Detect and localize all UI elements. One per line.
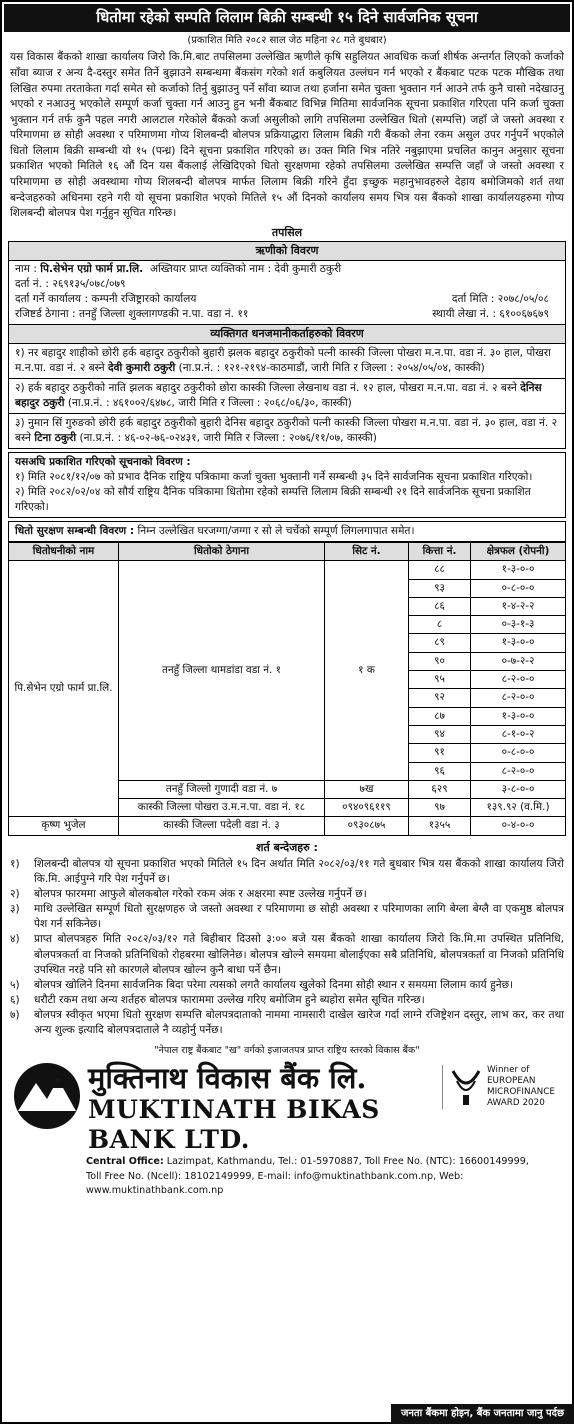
guarantor-item [9,344,565,379]
award-line: Winner of [487,1065,530,1076]
kitta-cell: ८६ [409,597,471,615]
prior-notices-section [8,452,566,518]
contact-line-2: Toll Free No. (Ncell): 18102149999, E-mail: info@muktinathbank.com.np, Web: www.muktinathbank.com.np [86,1170,464,1196]
col-owner: धितोधनीको नाम [9,542,119,560]
area-cell: ८-२-०-० [471,689,566,707]
tapsil-label: तपसिल [271,225,303,239]
kitta-cell: ९० [409,652,471,670]
guarantor-id: (ना.प्र.नं. : ४६१००२/६४७८, जारी मिति र जिल्ला : २०६८/०६/३०, कास्की) [67,396,352,409]
col-sheet: सिट नं. [325,542,409,560]
area-cell: ८-२-०-० [471,762,566,780]
condition-text: बोलपत्र स्वीकृत भएमा धितो सुरक्षण सम्पत्ति बोलपत्रदाताको नाममा नामसारी दाखेल खारेज गर्दा लाग्ने रजिष्ट्रेशन दस्तुर, लाभ कर, कर तथा अन्य शुल्क इत्यादि बोलपत्रदाताले नै व्यहोर्नु पर्नेछ। [34,1008,564,1036]
owner-cell: कृष्ण भुजेल [9,817,119,835]
intro-paragraph: यस विकास बैंकको शाखा कार्यालय जिरो कि.मि.बाट तपसिलमा उल्लेखित ऋणीले कृषि सहुलियत आवधिक कर्जा शीर्षक अन्तर्गत लिएको कर्जाको साँवा ब्याज र अन्य दै-दस्तुर समेत तिर्ने बुझाउने सम्बन्धमा बैंकसंग गरेको शर्त कबुलियत उल्लंघन गर्न भएको र बैंकबाट पटक पटक मौखिक तथा लिखित रुपमा तरताकेता गर्दा समेत सो कर्जाको तिर्नु बुझाउनु पर्ने साँवा ब्याज तथा हर्जाना समेत चुक्ता भुक्तान गर्न आउने तर्फ कुनै चासो नदेखाउनु भएको र नआउनु भएकोले सम्पूर्ण कर्जा चुक्ता गर्न आउनु हुन भनी बैंकबाट विभिन्न मितिमा सार्वजनिक सूचना प्रकाशित गरिएता पनि कर्जा चुक्ता भुक्तान गर्न तर्फ कुनै पहल नगरी आलटाल गरेकोले बैंकको कर्जा असुलीको लागि तपसिलमा उल्लेखित धितो (सम्पत्ति) जहाँ जे जस्तो अवस्था र परिमाणमा छ सोही अवस्था र परिमाणमा गोप्य शिलबन्दी बोलपत्र प्रक्रियाद्धारा लिलाम बिक्री गरी बैंकको लेना रकम असुल उपर गर्नुपर्ने भएकोले धितो लिलाम बिक्री सम्बन्धी यो १५ (पन्ध्र) दिने सूचना प्रकाशित गरिएको छ। उक्त मिति भित्र नतिरे नबुझाएमा प्रचलित कानुन अनुसार सूचना प्रकाशित भएको मितिले १६ औं दिन यस बैंकलाई लेखिदिएको धितो सुरक्षणमा रहेको तपसिलमा उल्लेखित सम्पत्ति जहाँ जे जस्तो अवस्था र परिमाणमा छ सोही अवस्थामा गोप्य शिलबन्दी बोलपत्र मार्फत लिलाम बिक्री गरिने हुँदा इच्छुक महानुभावहरुले देहाय बमोजिमको शर्त तथा बन्देजहरुको अधिनमा रहने गरी यो सूचना प्रकाशित भएको मितिले १५ औं दिनको कार्यालय समय भित्र यस बैंकको शाखा कार्यालयहरुमा गोप्य शिलबन्दी बोलपत्र पेश गर्नुहुन सूचित गरिन्छ। [10,51,564,220]
guarantor-desc: ३) नुमान सिं गुरुङको छोरी हर्क बहादुर ठकुरीको बुहारी देनिस बहादुर ठकुरीको पत्नी कास्की जिल्ला पोखरा म.न.पा. वडा नं. ३० हाल, वडा नं. २ बस्ने [15,416,558,444]
condition-text: प्राप्त बोलपत्रहरु मिति २०८२/०३/१२ गते बिहीबार दिउसो ३:०० बजे यस बैंकको शाखा कार्यालय जिरो कि.मि.मा उपस्थित प्रतिनिधि, बोलपत्रकर्ता वा निजको प्रतिनिधिको रोहबरमा खोलिनेछ। बोलपत्र खोल्ने समयमा बोलाईएका सबै प्रतिनिधि, बोलपत्रकर्ता वा निजको प्रतिनिधि उपस्थित नरहे पनि सो कारणले बोलपत्र खोल्न कुनै बाधा पर्ने छैन। [34,933,564,976]
condition-text: शिलबन्दी बोलपत्र यो सूचना प्रकाशित भएको मितिले १५ दिन अर्थात मिति २०८२/०३/११ गते बुधबार भित्र यस बैंकको शाखा कार्यालय जिरो कि.मि. आईपुग्ने गरि पेश गर्नुपर्ने छ। [34,858,564,886]
condition-number: १) [10,858,20,871]
guarantor-item [9,379,565,414]
sheet-cell: ०९३०८७५ [325,817,409,835]
borrower-heading: ऋणीको विवरण [9,242,565,261]
condition-text: धरौटी रकम तथा अन्य शर्तहरु बोलपत्र फाराममा उल्लेख गरिए बमोजिम हुने ब्यहोरा समेत सूचित गरिन्छ। [34,993,425,1006]
area-cell: १३९.९२ (व.मि.) [471,799,566,817]
borrower-name-label: नाम : [15,262,37,275]
kitta-cell: ८९ [409,634,471,652]
award-line: EUROPEAN [487,1076,536,1087]
borrower-reg-no: दर्ता नं. : २६९१३५/०७८/०७९ [15,277,126,290]
area-cell: ०-३-१-३ [471,616,566,634]
sheet-cell: ०९४०९६११९ [325,799,409,817]
borrower-name: पि.सेभेन एग्रो फार्म प्रा.लि. [40,262,144,275]
kitta-cell: ६२९ [409,780,471,798]
kitta-cell: ९३ [409,579,471,597]
kitta-cell: ९५ [409,671,471,689]
condition-number: ५) [10,978,20,991]
award-badge [442,1065,562,1109]
kitta-cell: ९४ [409,725,471,743]
prior-notice-item: २) मिति २०८२/०२/०४ को सौर्य राष्ट्रिय दैनिक पत्रिकामा धितोमा रहेको सम्पत्ति लिलाम बिक्री सम्बन्धी २१ दिने सार्वजनिक सूचना प्रकाशित गरिएको। [15,485,531,513]
kitta-cell: ८ [409,616,471,634]
address-cell: कास्की जिल्ला पदेली वडा नं. ३ [119,817,325,835]
condition-item [8,932,566,977]
bank-contact [8,1155,566,1198]
guarantor-name: देवी कुमारी ठकुरी [107,361,176,374]
table-row [9,561,566,579]
bank-slogan: जनता बैंकमा होइन, बैंक जनतामा जानु पर्दछ [391,1404,574,1424]
guarantor-desc: २) हर्क बहादुर ठकुरीको नाति झलक बहादुर ठकुरीको छोरा कास्की जिल्ला लेखनाथ वडा नं. १२ हाल, पोखरा म.न.पा. वडा नं. २ बस्ने [15,381,517,394]
kitta-cell: ९१ [409,744,471,762]
prior-notice-item: १) मिति २०८१/१२/०७ को प्रभाव दैनिक राष्ट्रिय पत्रिकामा कर्जा चुक्ता भुक्तानी गर्ने सम्बन्धी ३५ दिने सार्वजनिक सूचना प्रकाशित गरिएको। [15,470,533,483]
condition-item [8,993,566,1008]
kitta-cell: ९६ [409,762,471,780]
sheet-cell: ७ख [325,780,409,798]
central-office-label: Central Office: [86,1156,164,1168]
owner-cell: पि.सेभेन एग्रो फार्म प्रा.लि. [9,561,119,817]
area-cell: १-४-२-२ [471,597,566,615]
collateral-note: निम्न उल्लेखित घरजग्गा/जग्गा र सो ले चर्चेको सम्पूर्ण लिगलगापात समेत। [137,524,415,537]
borrower-section [8,241,566,325]
guarantor-name: टिना ठकुरी [34,431,77,444]
condition-number: ३) [10,903,20,916]
award-icon [449,1065,483,1109]
bank-logo-icon [12,1061,82,1131]
area-cell: १-३-०-० [471,707,566,725]
conditions-list [8,857,566,1037]
guarantor-desc: १) नर बहादुर शाहीको छोरी हर्क बहादुर ठकुरीको बुहारी झलक बहादुर ठकुरीको पत्नी कास्की जिल्ला पोखरा म.न.पा. वडा नं. ३० हाल, पोखरा म.न.पा. वडा नं. २ बस्ने [15,346,551,374]
area-cell: ८-१-०-२ [471,725,566,743]
sheet-cell: १ क [325,561,409,781]
guarantor-section [8,324,566,449]
table-row [9,817,566,835]
award-line: MICROFINANCE [487,1087,555,1098]
table-header-row [9,542,566,560]
condition-item [8,887,566,902]
address-cell: तनहुँ जिल्ला थामडांडा वडा नं. १ [119,561,325,781]
area-cell: ०-८-०-० [471,579,566,597]
guarantor-id: (ना.प्र.नं. : ४६-०२-७६-०२४३१, जारी मिति र जिल्ला : २०७६/११/०७, कास्की) [79,431,377,444]
bank-branding [8,1061,566,1155]
col-area: क्षेत्रफल (रोपनी) [471,542,566,560]
guarantor-heading: व्यक्तिगत धनजमानीकर्ताहरुको विवरण [9,325,565,344]
guarantor-id: (ना.प्र.नं. : १२१-२१९४-काठमाडौं, जारी मिति र जिल्ला : २०५४/०५/०४, कास्की) [178,361,485,374]
area-cell: ०-७-२-२ [471,652,566,670]
collateral-heading-box [8,521,566,542]
borrower-reg-date: दर्ता मिति : २०७८/०५/०८ [451,292,549,305]
col-address: धितोको ठेगाना [119,542,325,560]
kitta-cell: १३५५ [409,817,471,835]
publish-date: (प्रकाशित मिति २०८२ साल जेठ महिना २८ गते बुधबार) [187,35,387,47]
address-cell: कास्की जिल्ला पोखरा उ.म.न.पा. वडा नं. १८ [119,799,325,817]
kitta-cell: ८८ [409,561,471,579]
area-cell: १-३-०-० [471,561,566,579]
conditions-heading: शर्त बन्देजहरु : [256,840,318,854]
award-line: AWARD 2020 [487,1098,545,1109]
contact-line-1: Lazimpat, Kathmandu, Tel.: 01-5970887, Toll Free No. (NTC): 16600149999, [166,1156,529,1168]
guarantor-item [9,414,565,448]
borrower-name-line [15,262,559,277]
prior-notices-heading: यसअघि प्रकाशित गरिएको सूचनाको विवरण : [15,455,191,468]
condition-number: २) [10,888,20,901]
area-cell: १-३-०-० [471,634,566,652]
borrower-reg-office: दर्ता गर्ने कार्यालय : कम्पनी रजिष्ट्रारको कार्यालय [15,292,197,305]
notice-title: धितोमा रहेको सम्पति लिलाम बिक्री सम्बन्धी १५ दिने सार्वजनिक सूचना [4,4,570,32]
condition-text: माथि उल्लेखित सम्पूर्ण धितो सुरक्षणहरु जे जस्तो अवस्था र परिमाणमा छ सोही अवस्था र परिमाणका लागि बेग्ला बेग्लै वा एकमुष्ठ बोलपत्र पेश गर्न सकिनेछ। [34,903,564,931]
condition-item [8,902,566,932]
guarantor-name: देनिस बहादुर ठकुरी [15,381,542,409]
col-kitta: कित्ता नं. [409,542,471,560]
bank-name-english: MUKTINATH BIKAS BANK LTD. [88,1095,380,1155]
borrower-address: रजिष्टर्ड ठेगाना : तनहुँ जिल्ला शुक्लागण्डकी न.पा. वडा नं. ११ [15,307,249,320]
kitta-cell: ९२ [409,689,471,707]
condition-number: ७) [10,1008,20,1021]
condition-item [8,978,566,993]
condition-item [8,1008,566,1038]
area-cell: ०-४-०-० [471,817,566,835]
kitta-cell: ८७ [409,707,471,725]
area-cell: ३-८-०-० [471,780,566,798]
authorized-person: अख्तियार प्राप्त व्यक्तिको नाम : देवी कुमारी ठकुरी [149,262,342,275]
kitta-cell: ९७ [409,799,471,817]
borrower-pan: स्थायी लेखा नं. : ६१००६७६७९ [432,307,549,320]
condition-text: बोलपत्र फारममा आफुले बोलकबोल गरेको रकम अंक र अक्षरमा स्पष्ट उल्लेख गर्नुपर्ने छ। [34,888,367,901]
collateral-table [8,542,566,836]
address-cell: तनहुँ जिल्लो गुणादी वडा नं. ७ [119,780,325,798]
area-cell: ८-२-०-० [471,671,566,689]
condition-text: बोलपत्र खोलिने दिनमा सार्वजनिक बिदा परेमा त्यसको लगतै कार्यालय खुलेको दिनमा सोही स्थान र समयमा लिलाम कार्य हुनेछ। [34,978,514,991]
license-note: "नेपाल राष्ट्र बैंकबाट "ख" वर्गको इजाजतपत्र प्राप्त राष्ट्रिय स्तरको विकास बैंक" [154,1044,420,1056]
area-cell: ०-८-०-० [471,744,566,762]
bank-name-nepali: मुक्तिनाथ विकास बैंक लि. [88,1061,367,1096]
condition-number: ४) [10,933,20,946]
condition-number: ६) [10,993,20,1006]
collateral-heading: धितो सुरक्षण सम्बन्धी विवरण : [15,524,135,537]
condition-item [8,857,566,887]
